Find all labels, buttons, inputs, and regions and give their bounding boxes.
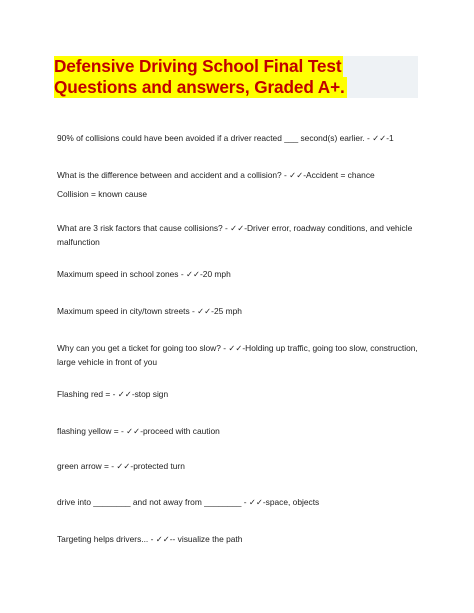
separator: - xyxy=(110,389,118,399)
question-text: Maximum speed in city/town streets xyxy=(57,306,190,316)
check-marks: ✓✓ xyxy=(230,223,245,233)
question-text: drive into ________ and not away from ________ xyxy=(57,497,242,507)
answer-text: -- visualize the path xyxy=(169,534,243,544)
check-marks: ✓✓ xyxy=(155,534,170,544)
separator: - xyxy=(118,426,127,436)
answer-text: -protected turn xyxy=(130,461,185,471)
qa-item-6 xyxy=(57,342,425,369)
separator: - xyxy=(364,133,373,143)
qa-item-1 xyxy=(57,132,425,146)
answer-text: -25 mph xyxy=(211,306,242,316)
answer-text: -Holding up traffic, going too slow, construction, large vehicle in front of you xyxy=(57,343,418,367)
document-title-line-2: Questions and answers, Graded A+. xyxy=(54,77,345,97)
question-text: What is the difference between and accident and a collision? xyxy=(57,170,282,180)
qa-item-2 xyxy=(57,169,425,201)
question-text: Targeting helps drivers... xyxy=(57,534,149,544)
qa-item-7 xyxy=(57,388,425,402)
separator: - xyxy=(108,461,117,471)
separator: - xyxy=(241,497,249,507)
answer-text: -proceed with caution xyxy=(140,426,220,436)
question-text: green arrow = xyxy=(57,461,109,471)
qa-item-10 xyxy=(57,496,425,510)
check-marks: ✓✓ xyxy=(372,133,387,143)
answer-text: -Driver error, roadway conditions, and vehicle malfunction xyxy=(57,223,413,247)
document-title-line-1: Defensive Driving School Final Test xyxy=(54,56,342,76)
answer-text: -stop sign xyxy=(131,389,169,399)
qa-item-8 xyxy=(57,425,425,439)
answer-text: -Accident = chance xyxy=(303,170,375,180)
separator: - xyxy=(220,343,229,353)
question-text: flashing yellow = xyxy=(57,426,119,436)
answer-text: -1 xyxy=(386,133,394,143)
separator: - xyxy=(281,170,290,180)
answer-text: -20 mph xyxy=(200,269,231,279)
question-text: What are 3 risk factors that cause collisions? xyxy=(57,223,223,233)
question-text: Flashing red = xyxy=(57,389,111,399)
qa-item-9 xyxy=(57,460,425,474)
separator: - xyxy=(189,306,198,316)
check-marks: ✓✓ xyxy=(117,389,132,399)
check-marks: ✓✓ xyxy=(126,426,141,436)
qa-item-11 xyxy=(57,533,425,547)
check-marks: ✓✓ xyxy=(185,269,200,279)
qa-item-5 xyxy=(57,305,425,319)
answer-text: -space, objects xyxy=(262,497,320,507)
separator: - xyxy=(222,223,231,233)
question-text: Maximum speed in school zones xyxy=(57,269,179,279)
question-text: Why can you get a ticket for going too slow? xyxy=(57,343,221,353)
separator: - xyxy=(148,534,156,544)
answer-continuation: Collision = known cause xyxy=(57,188,148,199)
check-marks: ✓✓ xyxy=(228,343,243,353)
check-marks: ✓✓ xyxy=(248,497,263,507)
check-marks: ✓✓ xyxy=(116,461,131,471)
qa-item-4 xyxy=(57,268,425,282)
check-marks: ✓✓ xyxy=(197,306,212,316)
separator: - xyxy=(178,269,186,279)
question-text: 90% of collisions could have been avoided if a driver reacted ___ second(s) earlier. xyxy=(57,133,365,143)
check-marks: ✓✓ xyxy=(289,170,304,180)
qa-item-3 xyxy=(57,222,425,249)
